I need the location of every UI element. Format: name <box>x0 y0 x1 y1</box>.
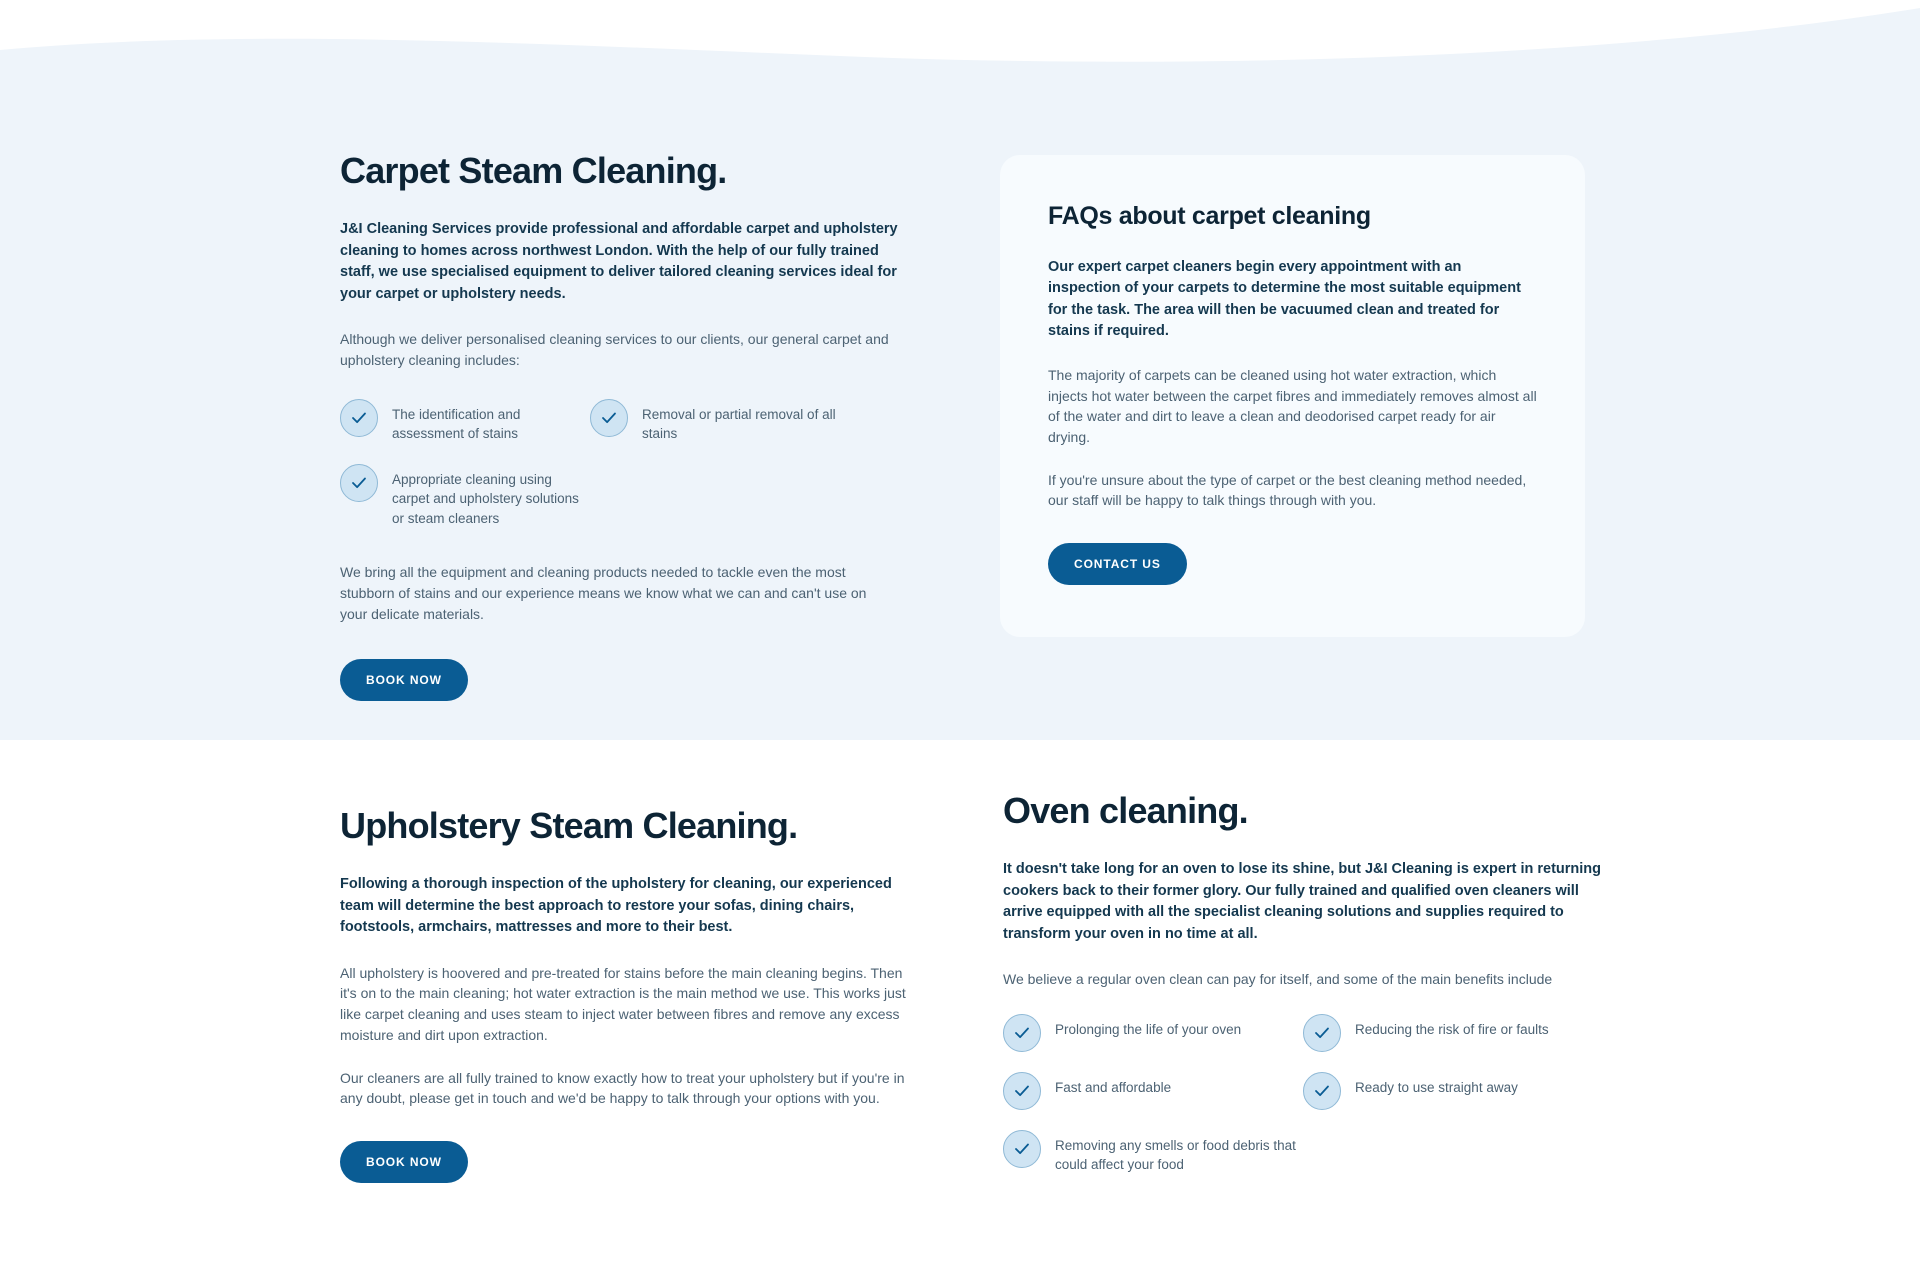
faq-lead-paragraph: Our expert carpet cleaners begin every appointment with an inspection of your carpets to determine the most suitable equipment for the task. The area will then be vacuumed clean and treated for stains if required. <box>1048 259 1521 340</box>
faq-contact-us-button[interactable]: CONTACT US <box>1048 543 1187 585</box>
checklist-item-label: Appropriate cleaning using carpet and upholstery solutions or steam cleaners <box>392 471 579 526</box>
oven-lead-paragraph: It doesn't take long for an oven to lose its shine, but J&I Cleaning is expert in returning cookers back to their former glory. Our fully trained and qualified oven cleaners will arrive equipped with all the specialist cleaning solutions and supplies required to transform your oven in no time at all. <box>1003 861 1602 942</box>
oven-checklist <box>1003 1012 1603 1193</box>
checklist-item <box>340 462 590 529</box>
carpet-checklist <box>340 397 900 547</box>
wave-divider-icon <box>0 0 1920 78</box>
oven-column <box>1003 790 1603 1193</box>
carpet-text-column <box>340 150 900 701</box>
check-circle-icon <box>340 464 378 502</box>
check-circle-icon <box>1303 1072 1341 1110</box>
oven-heading: Oven cleaning. <box>1003 790 1248 831</box>
checklist-item-label: Prolonging the life of your oven <box>1055 1021 1242 1037</box>
check-circle-icon <box>1003 1072 1041 1110</box>
check-circle-icon <box>340 399 378 437</box>
faq-paragraph-2: The majority of carpets can be cleaned using hot water extraction, which injects hot water between the carpet fibres and immediately removes almost all of the water and dirt to leave a clean and deodorised carpet ready for air drying. <box>1048 366 1537 445</box>
checklist-item <box>1303 1012 1593 1052</box>
upholstery-heading: Upholstery Steam Cleaning. <box>340 805 798 846</box>
faq-paragraph-3: If you're unsure about the type of carpet or the best cleaning method needed, our staff will be happy to talk things through with you. <box>1048 471 1527 509</box>
carpet-outro-paragraph: We bring all the equipment and cleaning products needed to tackle even the most stubborn of stains and our experience means we know what we can and can't use on your delicate materials. <box>340 564 867 622</box>
carpet-book-now-button[interactable]: BOOK NOW <box>340 659 468 701</box>
checklist-item-label: Ready to use straight away <box>1355 1079 1518 1095</box>
upholstery-paragraph-3: Our cleaners are all fully trained to know exactly how to treat your upholstery but if you're in any doubt, please get in touch and we'd be happy to talk through your options with you. <box>340 1069 905 1107</box>
check-circle-icon <box>590 399 628 437</box>
upholstery-column <box>340 805 920 1183</box>
carpet-intro-paragraph: Although we deliver personalised cleaning services to our clients, our general carpet and upholstery cleaning includes: <box>340 331 889 368</box>
check-circle-icon <box>1003 1014 1041 1052</box>
checklist-item-label: Removal or partial removal of all stains <box>642 406 836 442</box>
checklist-item <box>340 397 590 444</box>
checklist-item <box>1303 1070 1593 1110</box>
carpet-heading: Carpet Steam Cleaning. <box>340 150 727 191</box>
check-circle-icon <box>1303 1014 1341 1052</box>
checklist-item-label: Reducing the risk of fire or faults <box>1355 1021 1549 1037</box>
services-section <box>0 740 1920 1280</box>
checklist-item <box>1003 1128 1303 1175</box>
checklist-item <box>1003 1012 1303 1052</box>
upholstery-lead-paragraph: Following a thorough inspection of the upholstery for cleaning, our experienced team will determine the best approach to restore your sofas, dining chairs, footstools, armchairs, mattresses and more to their best. <box>340 876 892 936</box>
upholstery-book-now-button[interactable]: BOOK NOW <box>340 1141 468 1183</box>
faq-heading: FAQs about carpet cleaning <box>1048 202 1371 230</box>
upholstery-paragraph-2: All upholstery is hoovered and pre-treated for stains before the main cleaning begins. Then it's on to the main cleaning; hot water extraction is the main method we use. This works just like carpet cleaning and uses steam to inject water between fibres and remove any excess moisture and dirt upon extraction. <box>340 964 906 1043</box>
check-circle-icon <box>1003 1130 1041 1168</box>
faq-card <box>1000 155 1585 637</box>
checklist-item-label: Removing any smells or food debris that could affect your food <box>1055 1137 1296 1173</box>
carpet-lead-paragraph: J&I Cleaning Services provide professional and affordable carpet and upholstery cleaning to homes across northwest London. With the help of our fully trained staff, we use specialised equipment to deliver tailored cleaning services ideal for your carpet or upholstery needs. <box>340 221 898 302</box>
checklist-item <box>590 397 850 444</box>
checklist-item-label: Fast and affordable <box>1055 1079 1172 1095</box>
checklist-item <box>1003 1070 1303 1110</box>
checklist-item-label: The identification and assessment of stains <box>392 406 521 442</box>
oven-intro-paragraph: We believe a regular oven clean can pay for itself, and some of the main benefits include <box>1003 971 1553 988</box>
